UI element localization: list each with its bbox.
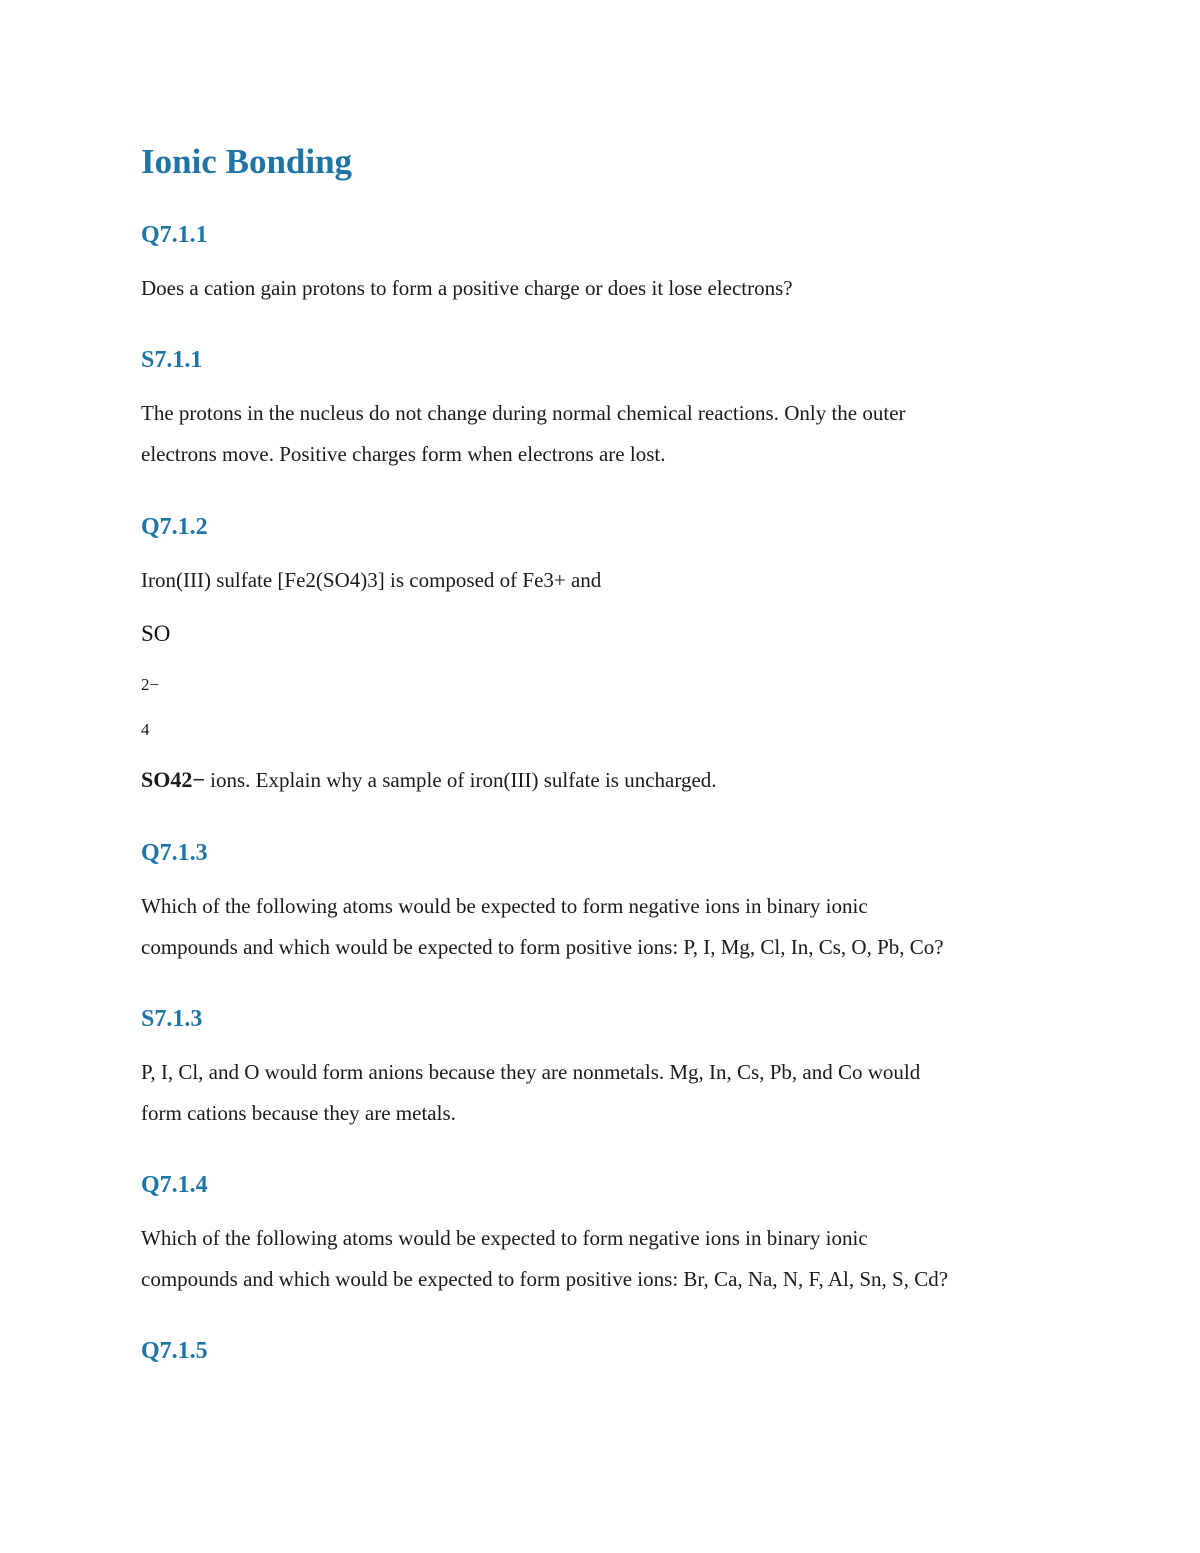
question-heading-q7-1-3: Q7.1.3 bbox=[141, 840, 208, 866]
solution-heading-s7-1-1: S7.1.1 bbox=[141, 347, 203, 373]
question-line-2-q7-1-4: compounds and which would be expected to form positive ions: Br, Ca, Na, N, F, Al, Sn, S, Cd? bbox=[141, 1267, 949, 1291]
solution-line-2-s7-1-1: electrons move. Positive charges form when electrons are lost. bbox=[141, 442, 666, 466]
question-rest-q7-1-2: ions. Explain why a sample of iron(III) sulfate is uncharged. bbox=[204, 768, 717, 792]
solution-heading-s7-1-3: S7.1.3 bbox=[141, 1006, 203, 1032]
question-continuation-q7-1-2 bbox=[141, 759, 1061, 801]
page-title: Ionic Bonding bbox=[141, 142, 353, 181]
formula-subscript: 4 bbox=[141, 720, 150, 739]
question-heading-q7-1-5: Q7.1.5 bbox=[141, 1338, 208, 1364]
formula-charge: 2− bbox=[141, 675, 160, 694]
inline-formula: SO42− bbox=[141, 767, 205, 792]
question-line-1-q7-1-4: Which of the following atoms would be expected to form negative ions in binary ionic bbox=[141, 1226, 868, 1250]
question-line-2-q7-1-3: compounds and which would be expected to form positive ions: P, I, Mg, Cl, In, Cs, O, Pb, Co? bbox=[141, 935, 944, 959]
formula-symbol: SO bbox=[141, 621, 171, 646]
solution-line-1-s7-1-3: P, I, Cl, and O would form anions because they are nonmetals. Mg, In, Cs, Pb, and Co would bbox=[141, 1060, 921, 1084]
question-text-q7-1-1: Does a cation gain protons to form a positive charge or does it lose electrons? bbox=[141, 276, 793, 300]
question-heading-q7-1-4: Q7.1.4 bbox=[141, 1172, 208, 1198]
question-heading-q7-1-1: Q7.1.1 bbox=[141, 222, 208, 248]
question-line-1-q7-1-3: Which of the following atoms would be expected to form negative ions in binary ionic bbox=[141, 894, 868, 918]
solution-line-2-s7-1-3: form cations because they are metals. bbox=[141, 1101, 456, 1125]
question-heading-q7-1-2: Q7.1.2 bbox=[141, 514, 208, 540]
solution-line-1-s7-1-1: The protons in the nucleus do not change during normal chemical reactions. Only the outer bbox=[141, 401, 906, 425]
question-text-q7-1-2: Iron(III) sulfate [Fe2(SO4)3] is composed of Fe3+ and bbox=[141, 568, 602, 592]
